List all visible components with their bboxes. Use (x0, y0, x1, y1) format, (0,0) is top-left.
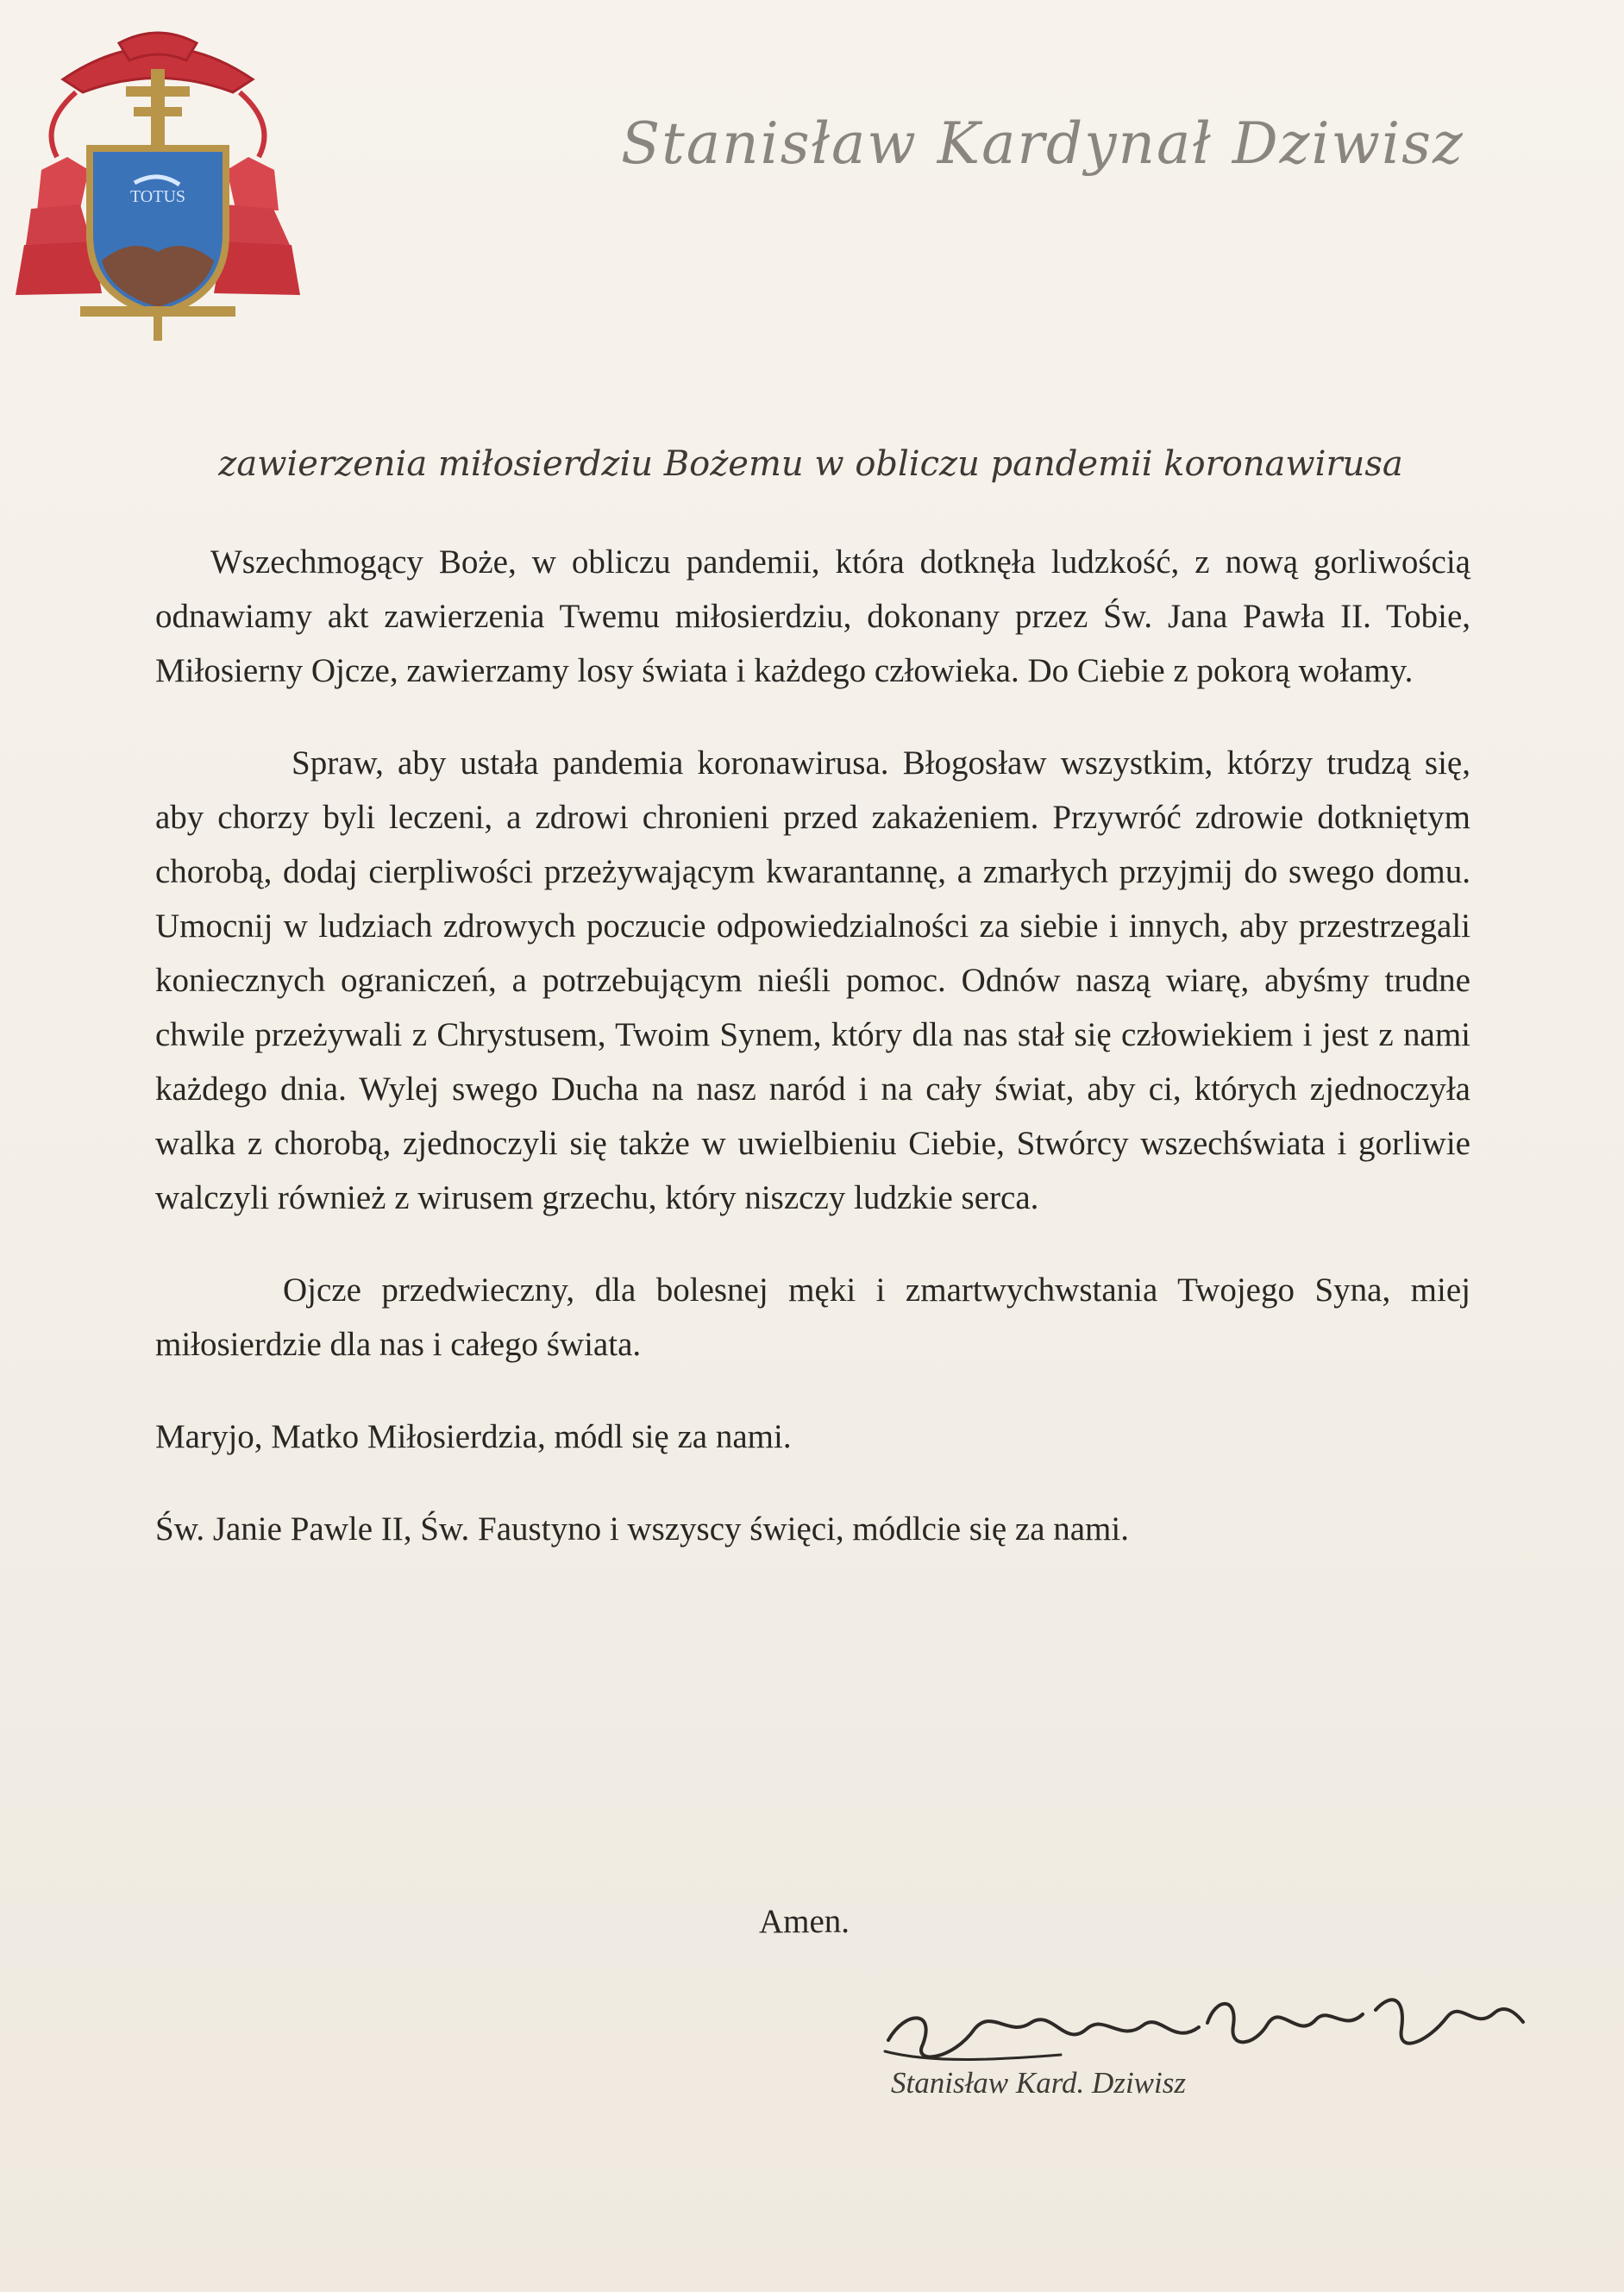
handwritten-signature (871, 1975, 1527, 2079)
invocation-mary: Maryjo, Matko Miłosierdzia, módl się za nami. (155, 1418, 792, 1455)
coat-of-arms-icon (16, 19, 300, 347)
paragraph-3: Ojcze przedwieczny, dla bolesnej męki i zmartwychwstania Twojego Syna, miej miłosierdzie dla nas i całego świata. (155, 1272, 1470, 1363)
paragraph-2: Spraw, aby ustała pandemia koronawirusa. Błogosław wszystkim, którzy trudzą się, aby chorzy byli leczeni, a zdrowi chronieni przed zakażeniem. Przywróć zdrowie dotkniętym chorobą, dodaj cierpliwości przeżywającym kwarantannę, a zmarłych przyjmij do swego domu. Umocnij w ludziach zdrowych poczucie odpowiedzialności za siebie i innych, aby przestrzegali koniecznych ograniczeń, a potrzebującym nieśli pomoc. Odnów naszą wiarę, abyśmy trudne chwile przeżywali z Chrystusem, Twoim Synem, który dla nas stał się człowiekiem i jest z nami każdego dnia. Wylej swego Ducha na nasz naród i na cały świat, aby ci, których zjednoczyła walka z chorobą, zjednoczyli się także w uwielbieniu Ciebie, Stwórcy wszechświata i gorliwie walczyli również z wirusem grzechu, który niszczy ludzkie serca. (155, 744, 1470, 1216)
invocation-saints: Św. Janie Pawle II, Św. Faustyno i wszyscy święci, módlcie się za nami. (155, 1510, 1129, 1548)
svg-text:TOTUS: TOTUS (129, 187, 186, 206)
letter-body (155, 535, 1470, 1594)
signature-name: Stanisław Kard. Dziwisz (891, 2066, 1186, 2100)
paragraph-1: Wszechmogący Boże, w obliczu pandemii, która dotknęła ludzkość, z nową gorliwością odnawiamy akt zawierzenia Twemu miłosierdziu, dokonany przez Św. Jana Pawła II. Tobie, Miłosierny Ojcze, zawierzamy losy świata i każdego człowieka. Do Ciebie z pokorą wołamy. (155, 543, 1470, 689)
header-cardinal-name: Stanisław Kardynał Dziwisz (621, 110, 1464, 177)
amen-line: Amen. (759, 1903, 850, 1940)
document-title: zawierzenia miłosierdziu Bożemu w obliczu pandemii koronawirusa (218, 444, 1403, 484)
